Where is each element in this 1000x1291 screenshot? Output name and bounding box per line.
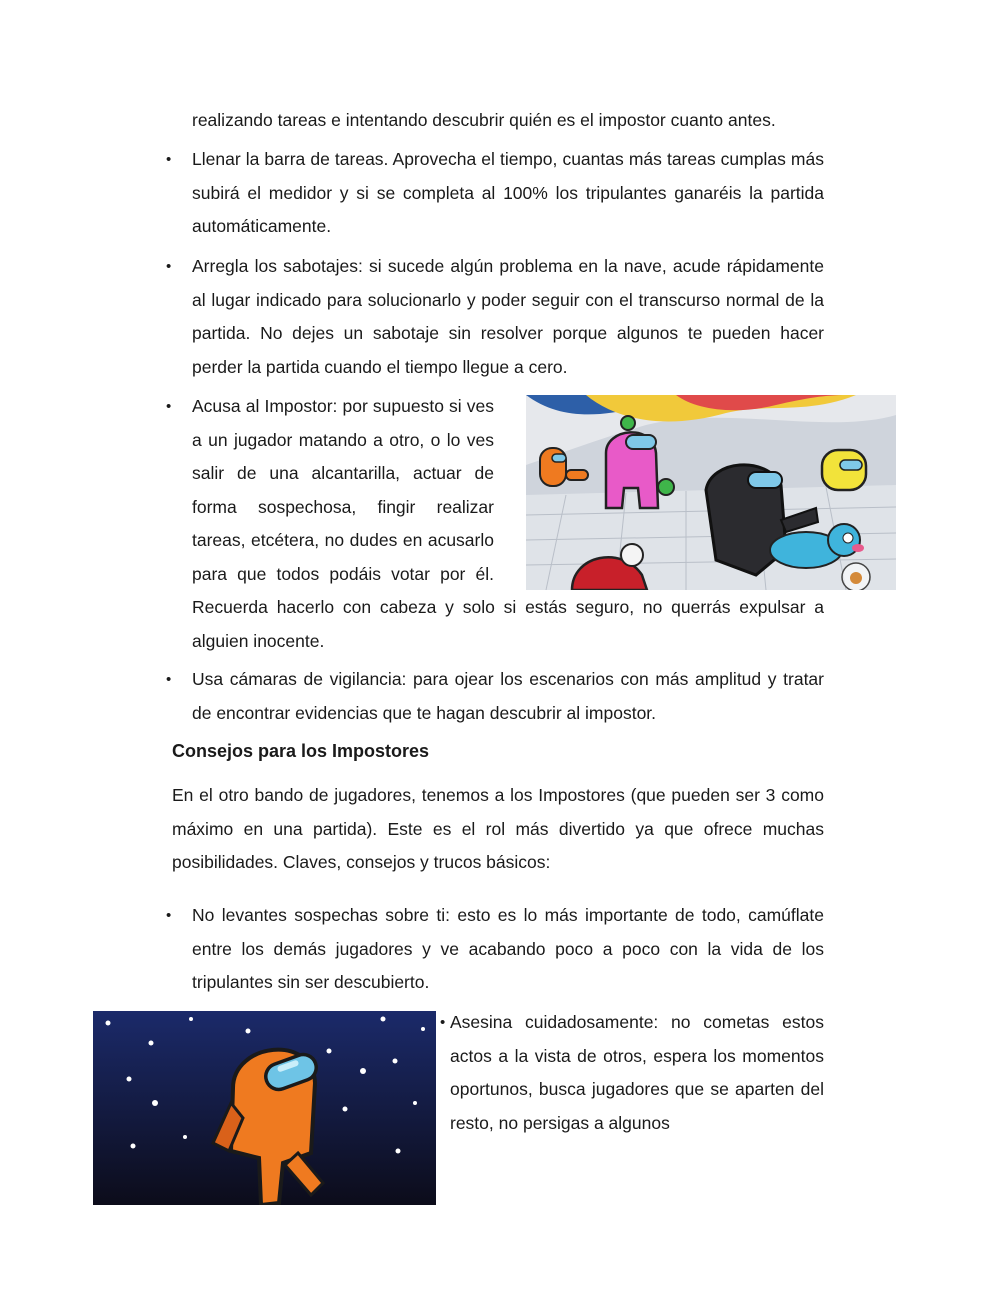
- bullet-dot: •: [166, 398, 172, 415]
- orange-crewmate-space-image: [93, 1011, 436, 1205]
- impostor-section-heading: Consejos para los Impostores: [172, 741, 430, 761]
- bullet-dot: •: [166, 151, 172, 168]
- bullet-dot: •: [166, 907, 172, 924]
- bullet-dot: •: [166, 671, 172, 688]
- crew-tip-fix-sabotage: Arregla los sabotajes: si sucede algún problema en la nave, acude rápidamente al lugar indicado para solucionarlo y poder seguir con el transcurso normal de la partida. No dejes un sabotaje sin resolver porque algunos te pueden hacer perder la partida cuando el tiempo llegue a cero.: [192, 256, 824, 377]
- crew-tip-use-cameras: Usa cámaras de vigilancia: para ojear los escenarios con más amplitud y tratar de encontrar evidencias que te hagan descubrir al impostor.: [192, 669, 824, 723]
- bullet-dot: •: [440, 1014, 446, 1031]
- crew-tip-fill-task-bar: Llenar la barra de tareas. Aprovecha el tiempo, cuantas más tareas cumplas más subirá el medidor y si se completa al 100% los tripulantes ganaréis la partida automáticamente.: [192, 149, 824, 236]
- intro-line: realizando tareas e intentando descubrir quién es el impostor cuanto antes.: [192, 110, 776, 130]
- impostor-tip-kill-carefully: Asesina cuidadosamente: no cometas estos actos a la vista de otros, espera los momentos oportunos, busca jugadores que se aparten del resto, no persigas a algunos: [450, 1012, 824, 1133]
- impostor-section-intro: En el otro bando de jugadores, tenemos a los Impostores (que pueden ser 3 como máximo en una partida). Este es el rol más divertido ya que ofrece muchas posibilidades. Claves, consejos y trucos básicos:: [172, 785, 824, 872]
- impostor-tip-no-suspicion: No levantes sospechas sobre ti: esto es lo más importante de todo, camúflate entre los demás jugadores y ve acabando poco a poco con la vida de los tripulantes sin ser descubierto.: [192, 905, 824, 992]
- crewmates-scene-image: [526, 395, 896, 590]
- crew-tip-accuse-impostor: Acusa al Impostor: por supuesto si ves a un jugador matando a otro, o lo ves salir de una alcantarilla, actuar de forma sospechosa, fingir realizar tareas, etcétera, no dudes en acusarlo para que todos podáis votar por él. Recuerda hacerlo con cabeza y solo si estás seguro, no querrás expulsar a alguien inocente.: [192, 396, 824, 651]
- bullet-dot: •: [166, 258, 172, 275]
